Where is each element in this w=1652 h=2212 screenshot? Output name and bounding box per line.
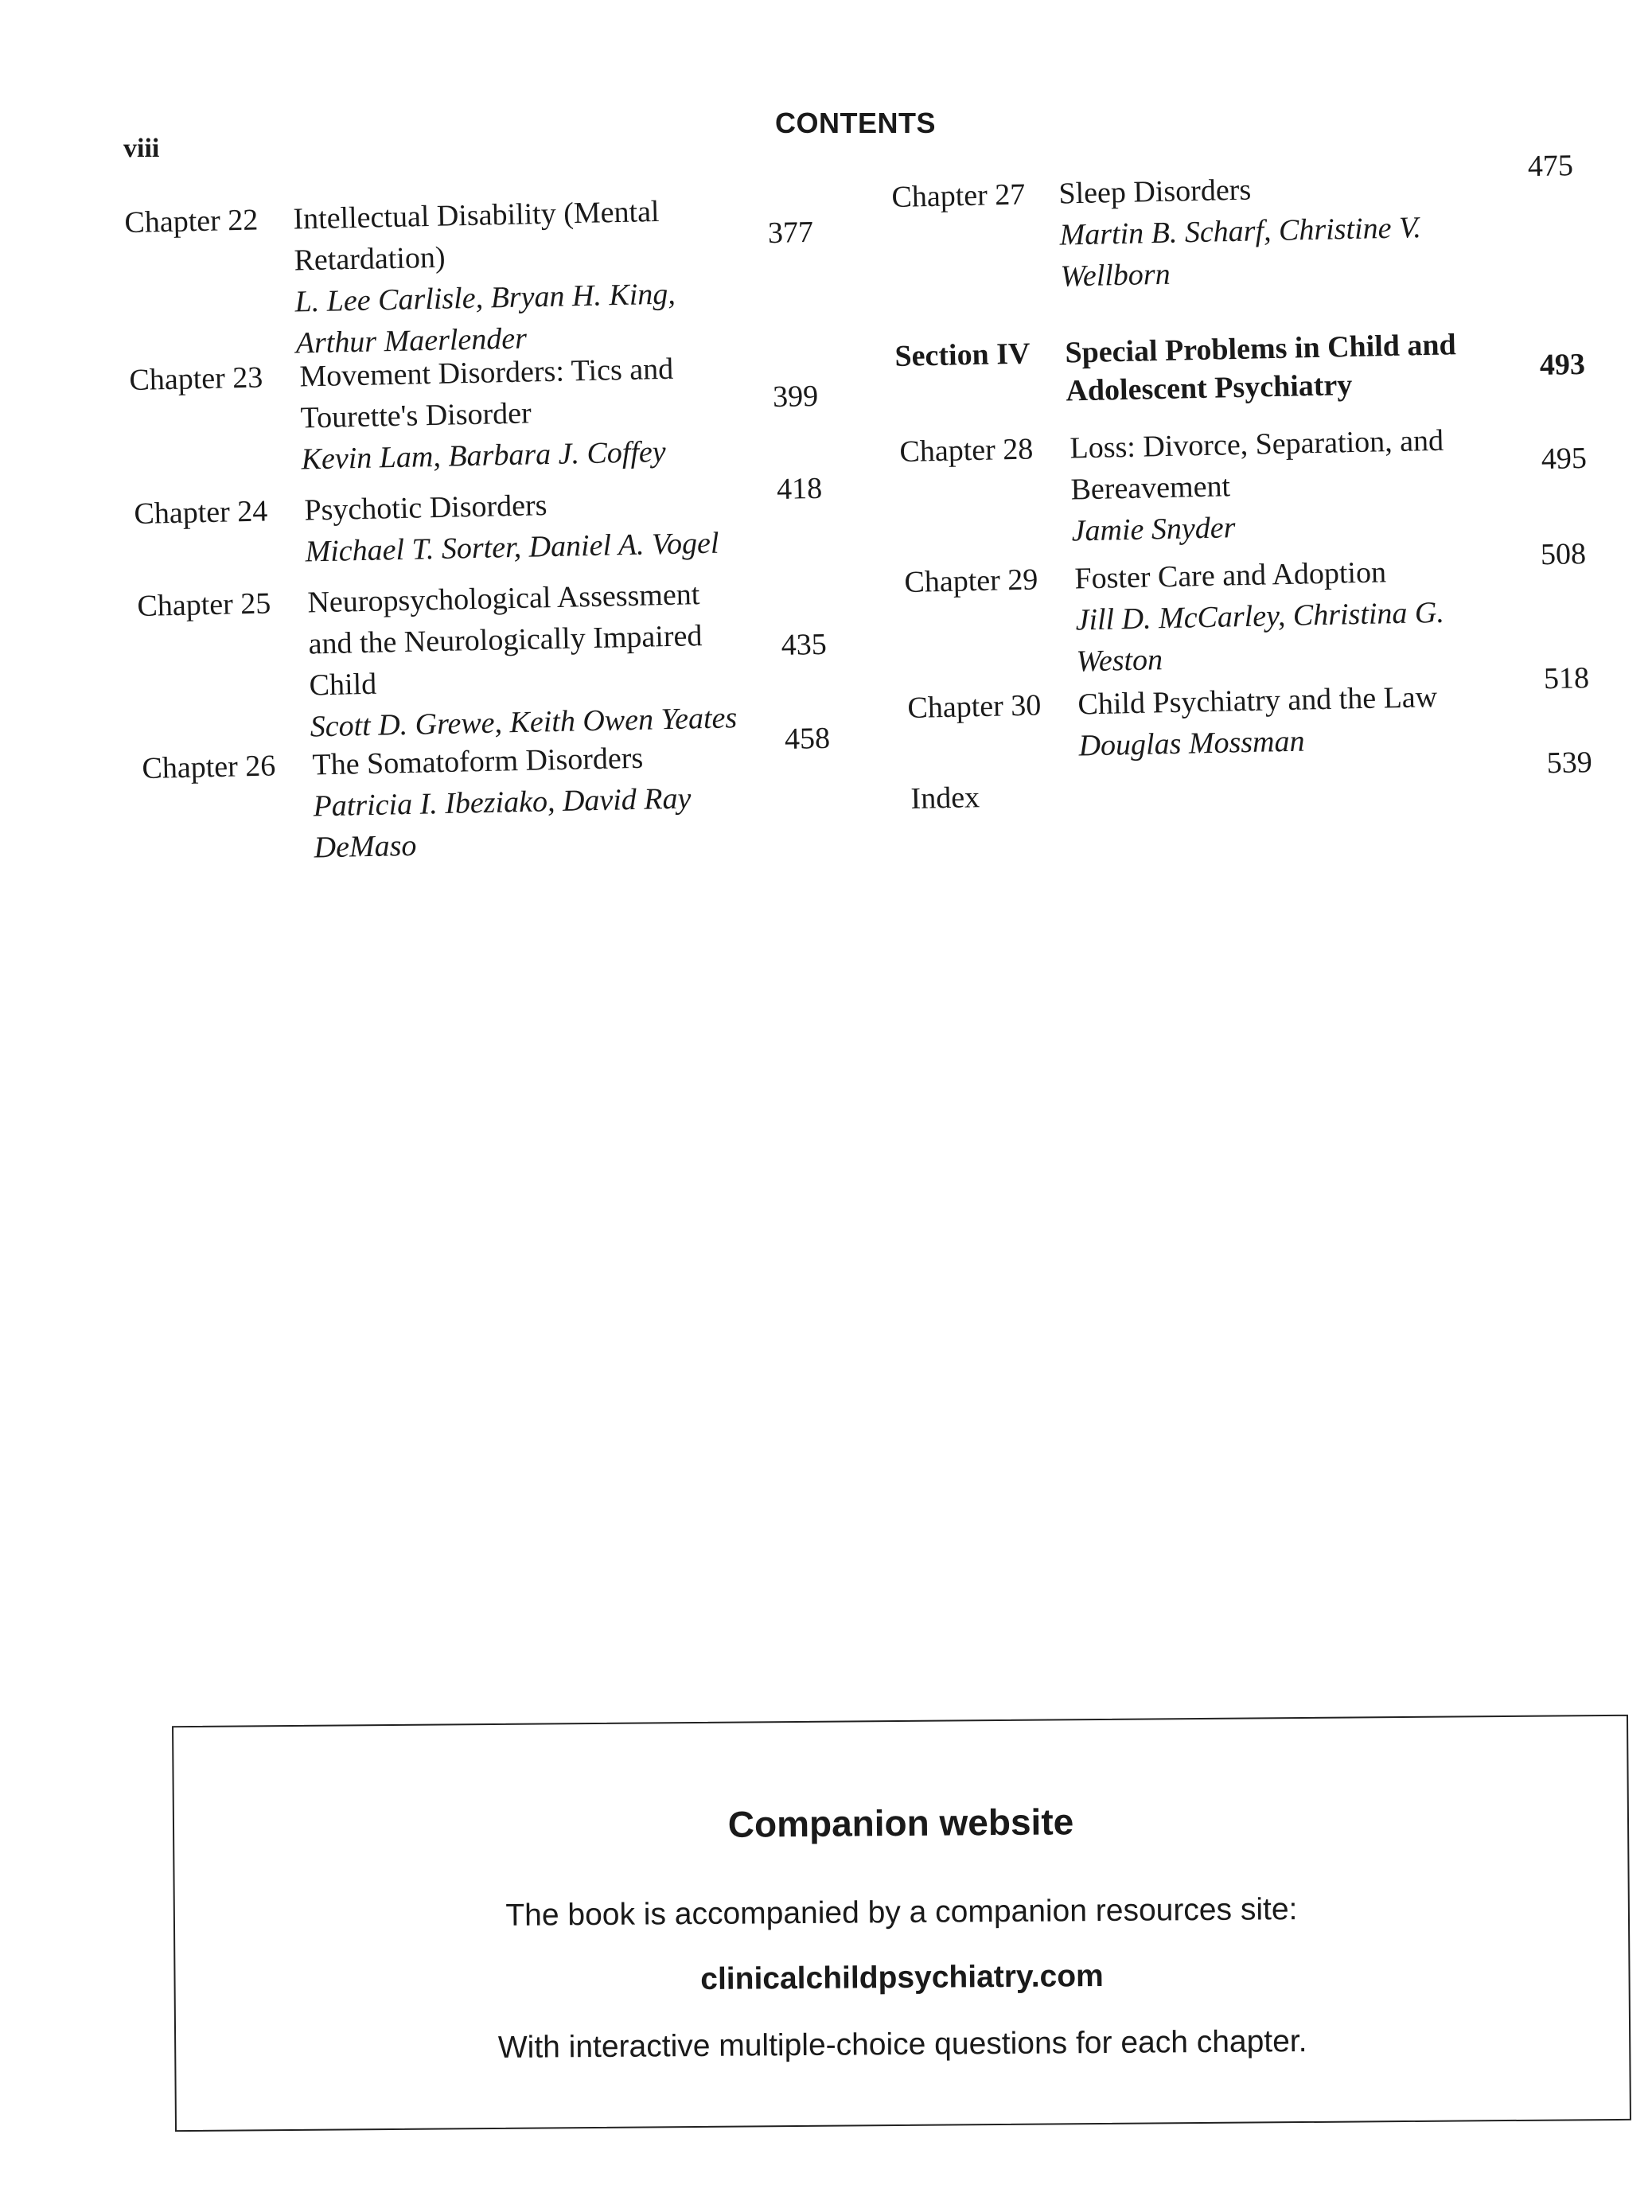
toc-entry-authors: Michael T. Sorter, Daniel A. Vogel bbox=[305, 526, 719, 569]
toc-entry-body bbox=[1074, 551, 1446, 683]
toc-entry-page-number: 518 bbox=[1543, 661, 1590, 696]
toc-entry-label: Chapter 23 bbox=[129, 360, 263, 397]
toc-entry-page-number: 377 bbox=[767, 215, 814, 251]
toc-entry-page-number: 539 bbox=[1546, 746, 1593, 781]
toc-entry-authors: Douglas Mossman bbox=[1078, 724, 1305, 763]
toc-entry-page-number: 458 bbox=[784, 721, 831, 757]
toc-entry-page-number: 418 bbox=[776, 471, 823, 507]
toc-entry-title: Retardation) bbox=[294, 240, 446, 278]
toc-entry-body bbox=[1070, 420, 1446, 552]
toc-entry-authors: Patricia I. Ibeziako, David Ray bbox=[313, 781, 692, 824]
companion-title: Companion website bbox=[727, 1801, 1074, 1845]
toc-entry-body bbox=[312, 737, 692, 869]
toc-entry-page-number: 508 bbox=[1540, 537, 1587, 572]
toc-entry-page-number: 475 bbox=[1527, 149, 1574, 184]
toc-entry-authors: Martin B. Scharf, Christine V. bbox=[1059, 211, 1422, 252]
toc-entry-body bbox=[293, 191, 676, 364]
page-number: viii bbox=[123, 134, 160, 163]
toc-entry-label: Chapter 25 bbox=[137, 586, 271, 623]
toc-chapter-entry bbox=[910, 746, 1622, 937]
toc-entry-label: Section IV bbox=[894, 337, 1031, 373]
toc-entry-authors: DeMaso bbox=[314, 828, 417, 865]
toc-entry-label: Chapter 24 bbox=[134, 494, 268, 531]
contents-heading: CONTENTS bbox=[775, 107, 936, 139]
toc-entry-title: Neuropsychological Assessment bbox=[307, 578, 700, 620]
toc-entry-page-number: 399 bbox=[772, 379, 819, 415]
toc-entry-authors: Arthur Maerlender bbox=[295, 321, 528, 360]
toc-entry-label: Chapter 22 bbox=[124, 203, 259, 240]
toc-chapter-entry bbox=[891, 149, 1603, 336]
toc-entry-title: and the Neurologically Impaired bbox=[308, 619, 703, 661]
toc-entry-title: Sleep Disorders bbox=[1058, 173, 1252, 211]
companion-url-link[interactable]: clinicalchildpsychiatry.com bbox=[700, 1959, 1104, 1996]
toc-entry-title: Movement Disorders: Tics and bbox=[299, 352, 674, 394]
companion-note: With interactive multiple-choice questions for each chapter. bbox=[497, 2024, 1307, 2065]
toc-entry-body bbox=[299, 349, 676, 481]
toc-entry-title: The Somatoform Disorders bbox=[312, 741, 644, 782]
companion-website-box bbox=[172, 1715, 1631, 2132]
toc-entry-page-number: 495 bbox=[1541, 441, 1588, 477]
toc-entry-body bbox=[304, 481, 719, 573]
toc-entry-authors: Wellborn bbox=[1060, 257, 1171, 294]
toc-entry-authors: Weston bbox=[1076, 643, 1163, 679]
toc-entry-title: Adolescent Psychiatry bbox=[1066, 368, 1353, 408]
toc-entry-title: Intellectual Disability (Mental bbox=[293, 194, 660, 236]
toc-entry-authors: Jamie Snyder bbox=[1071, 511, 1236, 548]
toc-entry-title: Tourette's Disorder bbox=[300, 396, 532, 435]
toc-entry-title: Bereavement bbox=[1070, 469, 1231, 507]
toc-entry-authors: Jill D. McCarley, Christina G. bbox=[1075, 595, 1445, 637]
toc-entry-body bbox=[307, 573, 738, 747]
toc-entry-title: Child Psychiatry and the Law bbox=[1077, 680, 1438, 722]
toc-entry-label: Index bbox=[910, 781, 980, 816]
toc-entry-authors: Kevin Lam, Barbara J. Coffey bbox=[301, 434, 667, 477]
toc-entry-body bbox=[1077, 676, 1439, 766]
toc-entry-authors: Scott D. Grewe, Keith Owen Yeates bbox=[310, 701, 738, 744]
toc-entry-label: Chapter 26 bbox=[142, 749, 276, 785]
toc-entry-authors: L. Lee Carlisle, Bryan H. King, bbox=[294, 277, 676, 319]
toc-entry-body bbox=[1065, 325, 1457, 410]
toc-entry-page-number: 493 bbox=[1539, 347, 1586, 383]
toc-entry-title: Psychotic Disorders bbox=[304, 489, 547, 528]
toc-entry-body bbox=[1058, 166, 1422, 297]
toc-entry-label: Chapter 27 bbox=[891, 177, 1026, 214]
toc-entry-label: Chapter 28 bbox=[899, 432, 1034, 469]
toc-chapter-entry bbox=[124, 187, 842, 361]
toc-chapter-entry bbox=[137, 571, 855, 745]
toc-entry-title: Loss: Divorce, Separation, and bbox=[1070, 423, 1444, 465]
toc-entry-label: Chapter 30 bbox=[907, 688, 1042, 725]
toc-entry-title: Child bbox=[309, 667, 377, 703]
toc-entry-page-number: 435 bbox=[781, 627, 828, 663]
toc-entry-label: Chapter 29 bbox=[904, 563, 1038, 599]
toc-entry-title: Special Problems in Child and bbox=[1065, 328, 1457, 370]
toc-entry-title: Foster Care and Adoption bbox=[1074, 555, 1387, 596]
companion-description: The book is accompanied by a companion resources site: bbox=[505, 1892, 1298, 1933]
